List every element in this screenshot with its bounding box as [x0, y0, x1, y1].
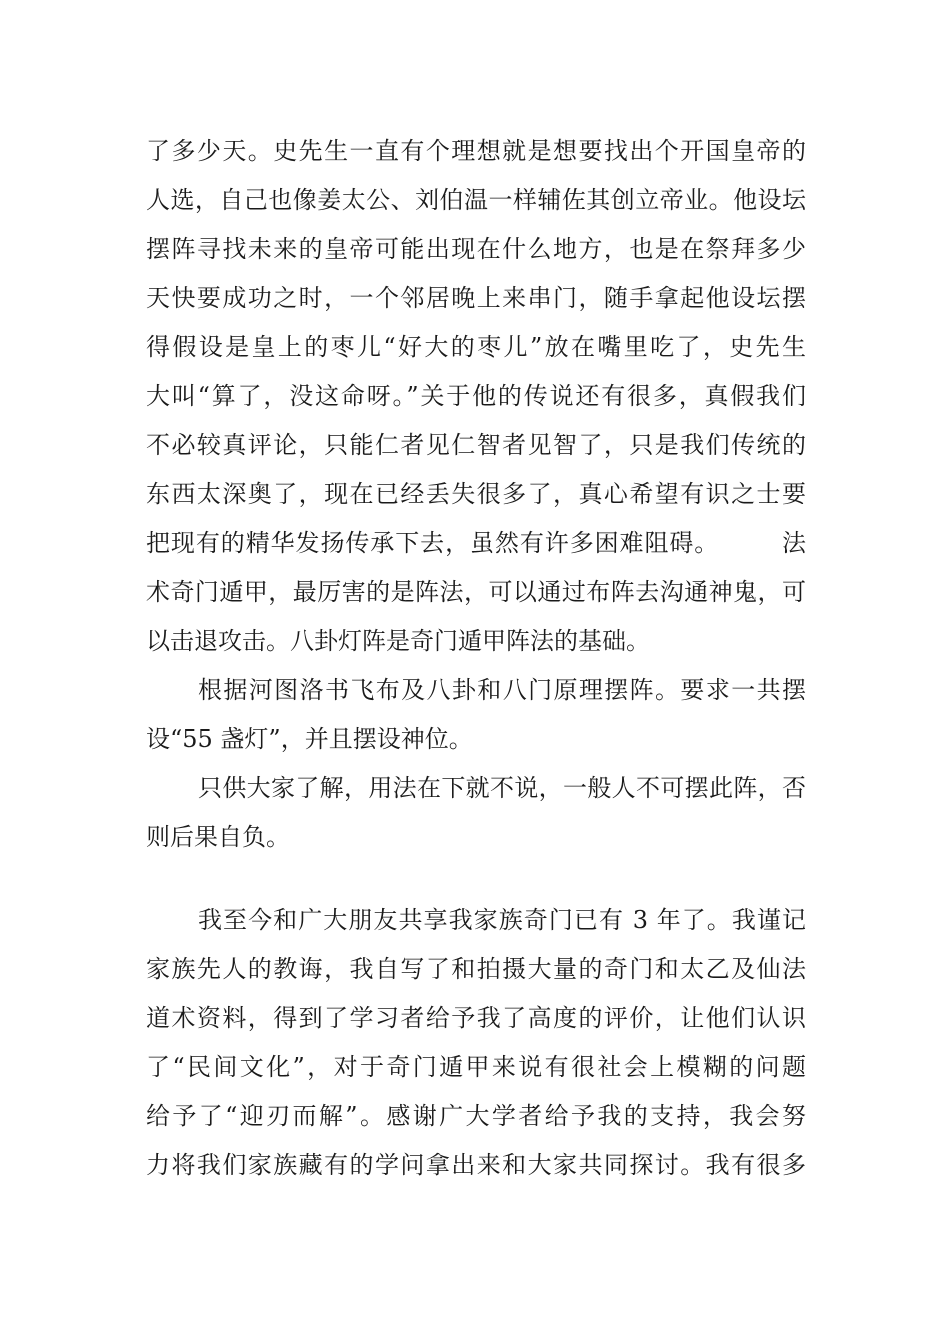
text-line: 东西太深奥了，现在已经丢失很多了，真心希望有识之士要: [146, 480, 806, 508]
paragraph-first-line: 根据河图洛书飞布及八卦和八门原理摆阵。要求一共摆: [198, 676, 806, 704]
paragraph-first-line: 我至今和广大朋友共享我家族奇门已有 3 年了。我谨记: [198, 906, 806, 934]
text-line: 不必较真评论，只能仁者见仁智者见智了，只是我们传统的: [146, 431, 806, 459]
text-line: 则后果自负。: [146, 823, 290, 851]
text-line: 大叫“算了，没这命呀。”关于他的传说还有很多，真假我们: [146, 382, 806, 410]
text-line: 以击退攻击。八卦灯阵是奇门遁甲阵法的基础。: [146, 627, 650, 655]
text-line: 摆阵寻找未来的皇帝可能出现在什么地方，也是在祭拜多少: [146, 235, 806, 263]
text-line: 了“民间文化”，对于奇门遁甲来说有很社会上模糊的问题: [146, 1053, 806, 1081]
text-line: 把现有的精华发扬传承下去，虽然有许多困难阻碍。 法: [146, 529, 806, 557]
text-line: 天快要成功之时，一个邻居晚上来串门，随手拿起他设坛摆: [146, 284, 806, 312]
text-line: 人选，自己也像姜太公、刘伯温一样辅佐其创立帝业。他设坛: [146, 186, 806, 214]
text-line: 了多少天。史先生一直有个理想就是想要找出个开国皇帝的: [146, 137, 806, 165]
text-line: 术奇门遁甲，最厉害的是阵法，可以通过布阵去沟通神鬼，可: [146, 578, 806, 606]
text-line: 给予了“迎刃而解”。感谢广大学者给予我的支持，我会努: [146, 1102, 806, 1130]
paragraph-first-line: 只供大家了解，用法在下就不说，一般人不可摆此阵，否: [198, 774, 806, 802]
text-line: 得假设是皇上的枣儿“好大的枣儿”放在嘴里吃了，史先生: [146, 333, 806, 361]
text-line: 力将我们家族藏有的学问拿出来和大家共同探讨。我有很多: [146, 1151, 806, 1179]
text-line: 家族先人的教诲，我自写了和拍摄大量的奇门和太乙及仙法: [146, 955, 806, 983]
text-line: 道术资料，得到了学习者给予我了高度的评价，让他们认识: [146, 1004, 806, 1032]
text-line: 设“55 盏灯”，并且摆设神位。: [146, 725, 473, 753]
